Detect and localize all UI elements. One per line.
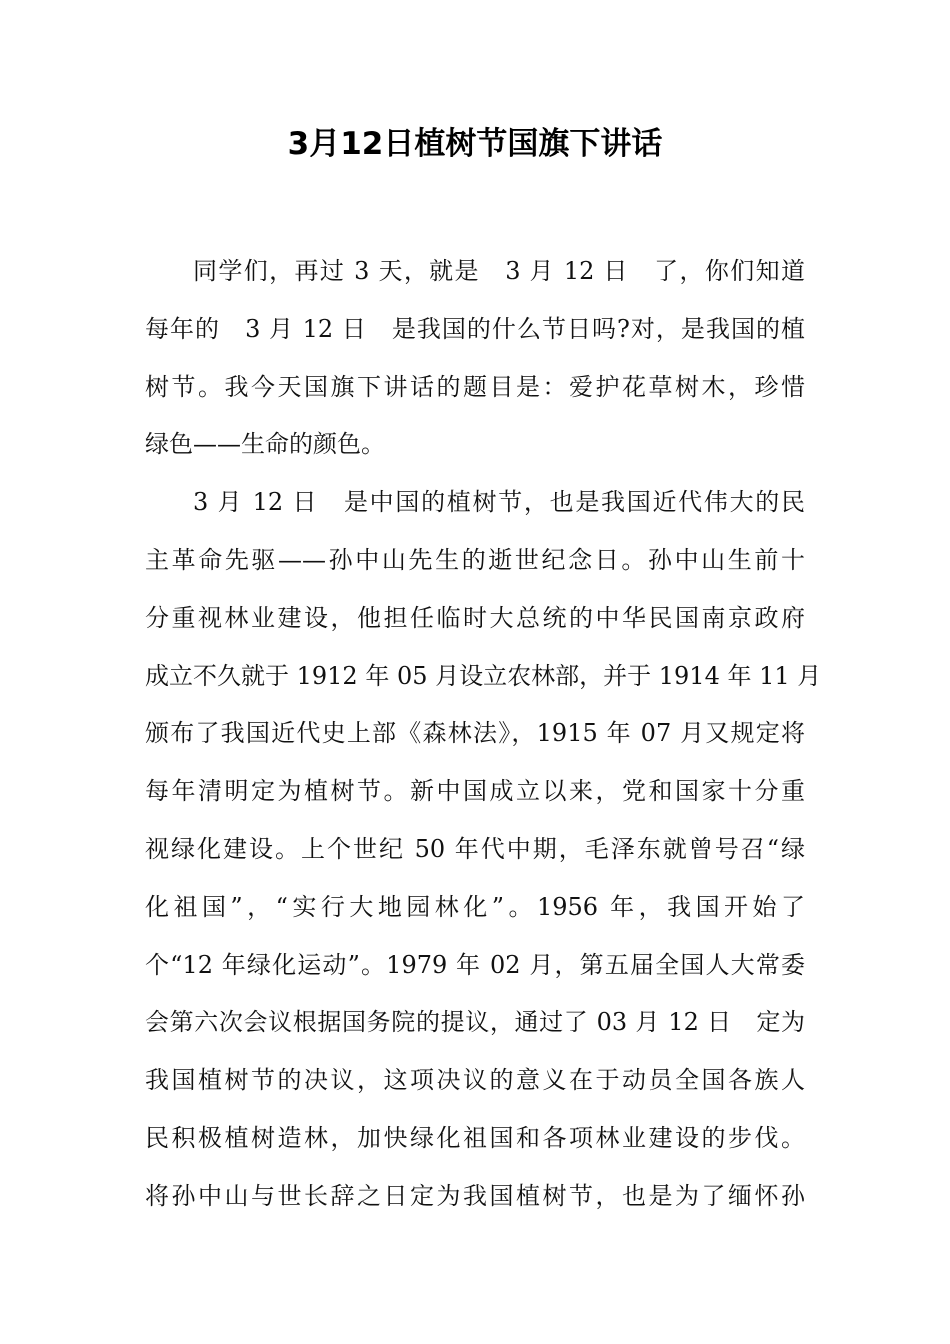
document-title: 3月12日植树节国旗下讲话 bbox=[287, 126, 663, 162]
paragraph-2-line-12: 民积极植树造林，加快绿化祖国和各项林业建设的步伐。 bbox=[145, 1123, 805, 1152]
paragraph-2-line-13: 将孙中山与世长辞之日定为我国植树节，也是为了缅怀孙 bbox=[145, 1181, 805, 1210]
paragraph-2-line-6: 每年清明定为植树节。新中国成立以来，党和国家十分重 bbox=[145, 777, 805, 806]
document-body bbox=[145, 243, 822, 1226]
paragraph-2-line-2: 主革命先驱——孙中山先生的逝世纪念日。孙中山生前十 bbox=[145, 545, 805, 574]
paragraph-2-line-11: 我国植树节的决议，这项决议的意义在于动员全国各族人 bbox=[145, 1066, 805, 1095]
paragraph-1-line-4: 绿色——生命的颜色。 bbox=[145, 430, 385, 459]
paragraph-2-line-1: 3 月 12 日 是中国的植树节，也是我国近代伟大的民 bbox=[193, 488, 805, 517]
paragraph-2-line-8: 化祖国”，“实行大地园林化”。1956 年，我国开始了 bbox=[145, 892, 805, 921]
paragraph-2-line-7: 视绿化建设。上个世纪 50 年代中期，毛泽东就曾号召“绿 bbox=[145, 834, 805, 863]
paragraph-1-line-3: 树节。我今天国旗下讲话的题目是：爱护花草树木，珍惜 bbox=[145, 372, 805, 401]
paragraph-2-line-9: 个“12 年绿化运动”。1979 年 02 月，第五届全国人大常委 bbox=[145, 950, 805, 979]
paragraph-1-line-2: 每年的 3 月 12 日 是我国的什么节日吗?对，是我国的植 bbox=[145, 314, 805, 343]
paragraph-1-line-1: 同学们，再过 3 天，就是 3 月 12 日 了，你们知道 bbox=[193, 257, 805, 285]
paragraph-2-line-5: 颁布了我国近代史上部《森林法》，1915 年 07 月又规定将 bbox=[145, 719, 805, 748]
paragraph-2-line-3: 分重视林业建设，他担任临时大总统的中华民国南京政府 bbox=[145, 603, 805, 632]
paragraph-2-line-4: 成立不久就于 1912 年 05 月设立农林部，并于 1914 年 11 月 bbox=[145, 661, 822, 690]
paragraph-2-line-10: 会第六次会议根据国务院的提议，通过了 03 月 12 日 定为 bbox=[145, 1008, 805, 1037]
